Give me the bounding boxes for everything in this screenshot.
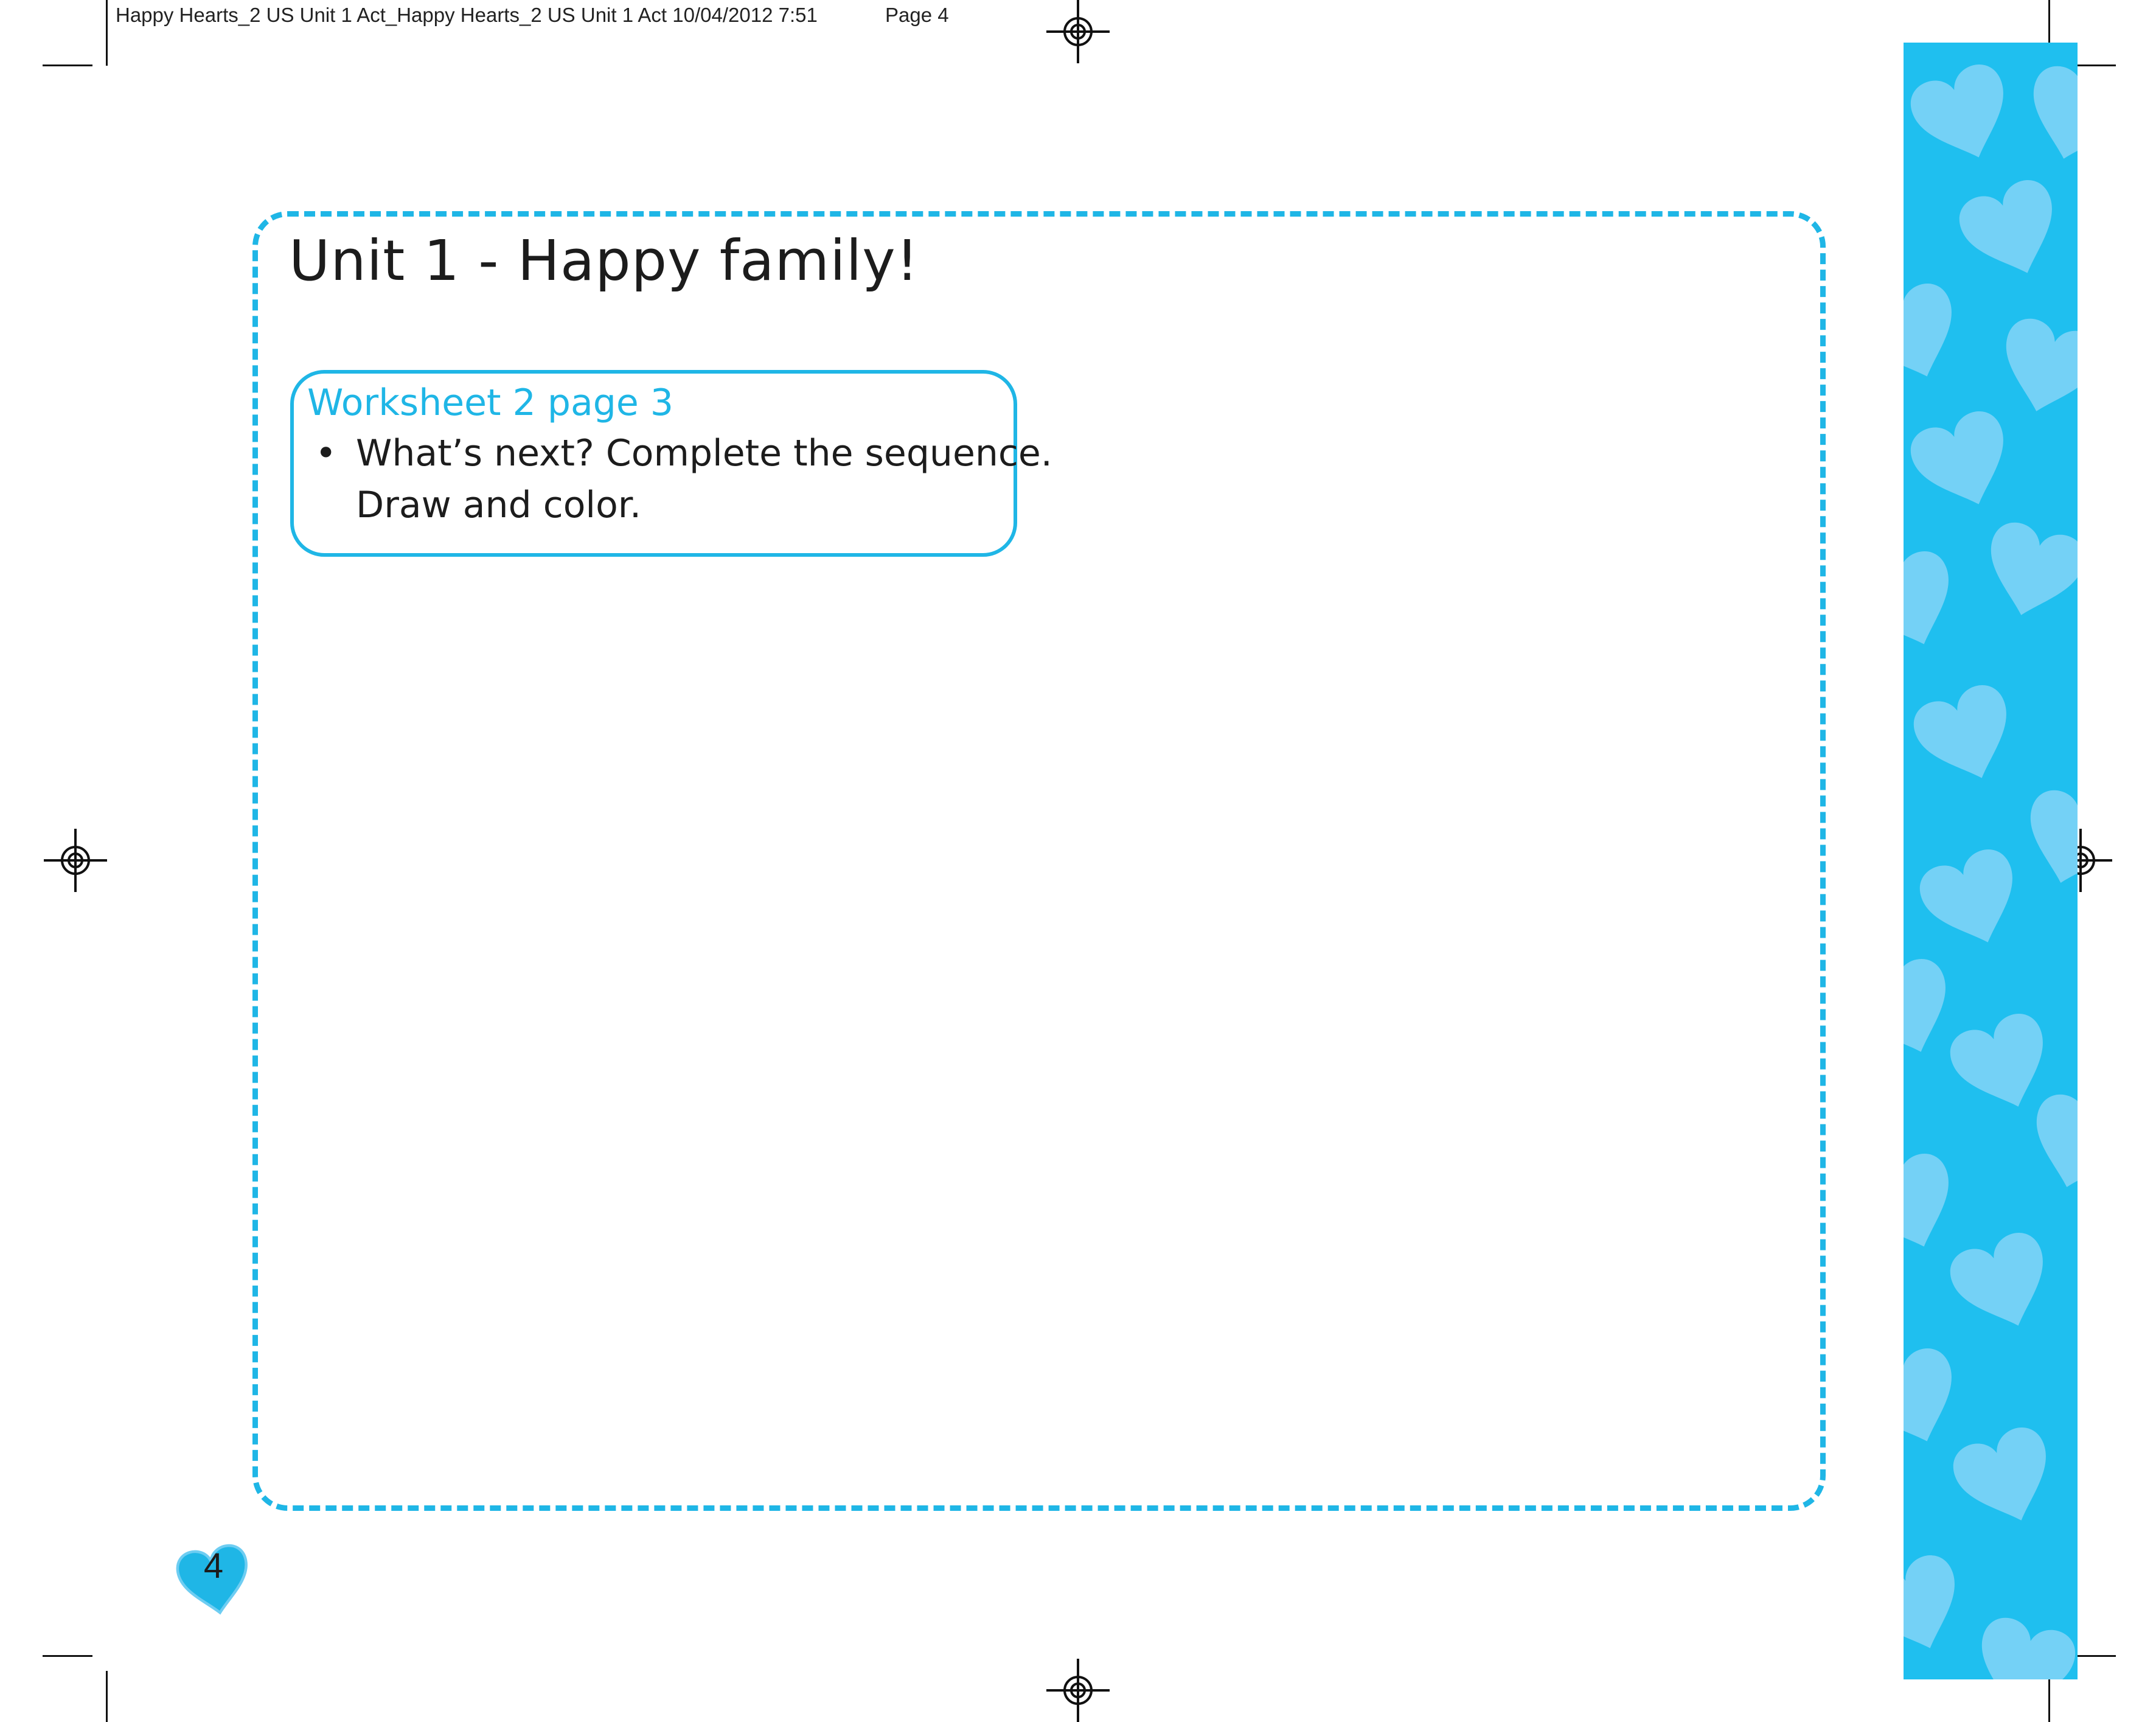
crop-mark-bottom-left-horizontal (43, 1655, 92, 1657)
print-slug (116, 4, 949, 27)
registration-mark-icon (1046, 0, 1110, 63)
bullet: • (315, 432, 337, 475)
crop-mark-bottom-left-vertical (106, 1671, 108, 1722)
registration-mark-icon (44, 829, 107, 892)
instruction-line-1: What’s next? Complete the sequence. (356, 432, 1052, 475)
instruction-line-2: Draw and color. (356, 484, 642, 526)
worksheet-heading: Worksheet 2 page 3 (307, 382, 673, 424)
heart-pattern-strip (1904, 43, 2078, 1679)
page-title: Unit 1 - Happy family! (289, 228, 919, 293)
heart-pattern-icon (1904, 43, 2078, 1679)
crop-mark-top-left-vertical (106, 0, 108, 66)
page-number: 4 (203, 1546, 224, 1586)
print-slug-file: Happy Hearts_2 US Unit 1 Act_Happy Hearts_2 US Unit 1 Act 10/04/2012 7:51 (116, 4, 818, 26)
crop-mark-top-right-vertical (2048, 0, 2050, 47)
registration-mark-icon (1046, 1659, 1110, 1722)
crop-mark-top-left-horizontal (43, 64, 92, 66)
print-slug-page: Page 4 (885, 4, 949, 26)
